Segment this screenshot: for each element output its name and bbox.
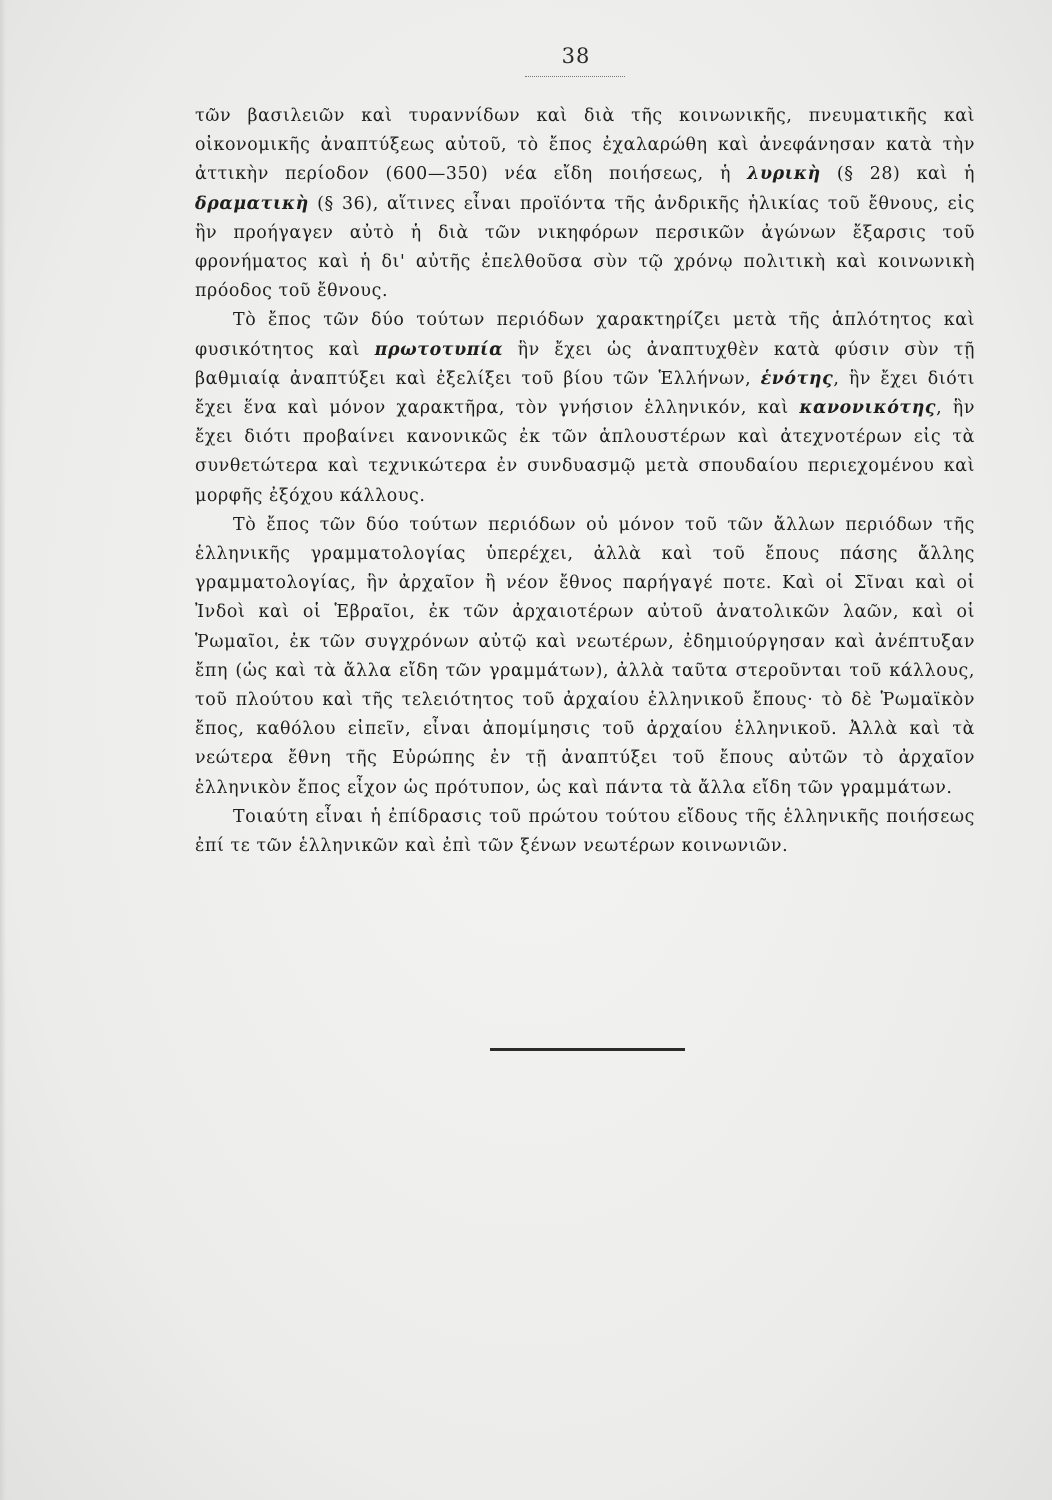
paragraph-4 [195,803,975,861]
text-run: , ἣν ἔχει διότι ἔχει ἕνα καὶ μόνον χαρακτῆρα, τὸν γνήσιον ἑλληνικόν, καὶ [195,368,976,419]
page-edge-shadow [0,0,6,1500]
text-run: Τοιαύτη εἶναι ἡ ἐπίδρασις τοῦ πρώτου τούτου εἴδους τῆς ἑλληνικῆς ποιήσεως ἐπί τε τῶν ἑλληνικῶν καὶ ἐπὶ τῶν ξένων νεωτέρων κοινωνιῶν. [195,806,975,857]
emphasized-term: κανονικότης [799,398,937,419]
text-run: (§ 28) καὶ ἡ [820,164,976,185]
emphasized-term: ἑνότης [760,368,834,389]
page-number-rule [525,76,625,77]
emphasized-term: δραματικὴ [195,193,309,214]
text-run: Τὸ ἔπος τῶν δύο τούτων περιόδων οὐ μόνον τοῦ τῶν ἄλλων περιόδων τῆς ἑλληνικῆς γραμματολογίας ὑπερέχει, ἀλλὰ καὶ τοῦ ἔπους πάσης ἄλλης γραμματολογίας, ἣν ἀρχαῖον ἢ νέον ἔθνος παρήγαγέ ποτε. Καὶ οἱ Σῖναι καὶ οἱ Ἰνδοὶ καὶ οἱ Ἑβραῖοι, ἐκ τῶν ἀρχαιοτέρων αὐτοῦ ἀνατολικῶν λαῶν, καὶ οἱ Ῥωμαῖοι, ἐκ τῶν συγχρόνων αὐτῷ καὶ νεωτέρων, ἐδημιούργησαν καὶ ἀνέπτυξαν ἔπη (ὡς καὶ τὰ ἄλλα εἴδη τῶν γραμμάτων), ἀλλὰ ταῦτα στεροῦνται τοῦ κάλλους, τοῦ πλούτου καὶ τῆς τελειότητος τοῦ ἀρχαίου ἑλληνικοῦ ἔπους· τὸ δὲ Ῥωμαϊκὸν ἔπος, καθόλου εἰπεῖν, εἶναι ἀπομίμησις τοῦ ἀρχαίου ἑλληνικοῦ. Ἀλλὰ καὶ τὰ νεώτερα ἔθνη τῆς Εὐρώπης ἐν τῇ ἀναπτύξει τοῦ ἔπους αὐτῶν τὸ ἀρχαῖον ἑλληνικὸν ἔπος εἶχον ὡς πρότυπον, ὡς καὶ πάντα τὰ ἄλλα εἴδη τῶν γραμμάτων. [195,514,975,798]
text-run: τῶν βασιλειῶν καὶ τυραννίδων καὶ διὰ τῆς κοινωνικῆς, πνευματικῆς καὶ οἰκονομικῆς ἀναπτύξεως αὐτοῦ, τὸ ἔπος ἐχαλαρώθη καὶ ἀνεφάνησαν κατὰ τὴν ἀττικὴν περίοδον (600—350) νέα εἴδη ποιήσεως, ἡ [195,106,975,185]
paragraph-1 [195,102,975,306]
text-run: Τὸ ἔπος τῶν δύο τούτων περιόδων χαρακτηρίζει μετὰ τῆς ἁπλότητος καὶ φυσικότητος καὶ [195,310,975,360]
paragraph-3 [195,511,975,803]
text-run: , ἣν ἔχει διότι προβαίνει κανονικῶς ἐκ τῶν ἁπλουστέρων καὶ ἀτεχνοτέρων εἰς τὰ συνθετώτερα καὶ τεχνικώτερα ἐν συνδυασμῷ μετὰ σπουδαίου περιεχομένου καὶ μορφῆς ἐξόχου κάλλους. [195,398,975,506]
text-run: ἣν ἔχει ὡς ἀναπτυχθὲν κατὰ φύσιν σὺν τῇ βαθμιαίᾳ ἀναπτύξει καὶ ἐξελίξει τοῦ βίου τῶν Ἑλλήνων, [195,339,975,389]
emphasized-term: λυρικὴ [747,164,821,185]
emphasized-term: πρωτοτυπία [374,339,504,360]
page-number: 38 [561,44,591,68]
text-run: (§ 36), αἵτινες εἶναι προϊόντα τῆς ἀνδρικῆς ἡλικίας τοῦ ἔθνους, εἰς ἣν προήγαγεν αὐτὸ ἡ διὰ τῶν νικηφόρων περσικῶν ἀγώνων ἔξαρσις τοῦ φρονήματος καὶ ἡ δι' αὐτῆς ἐπελθοῦσα σὺν τῷ χρόνῳ πολιτικὴ καὶ κοινωνικὴ πρόοδος τοῦ ἔθνους. [195,193,975,302]
paragraph-2 [195,306,975,510]
section-end-rule [490,1048,685,1051]
body-text [195,102,975,861]
